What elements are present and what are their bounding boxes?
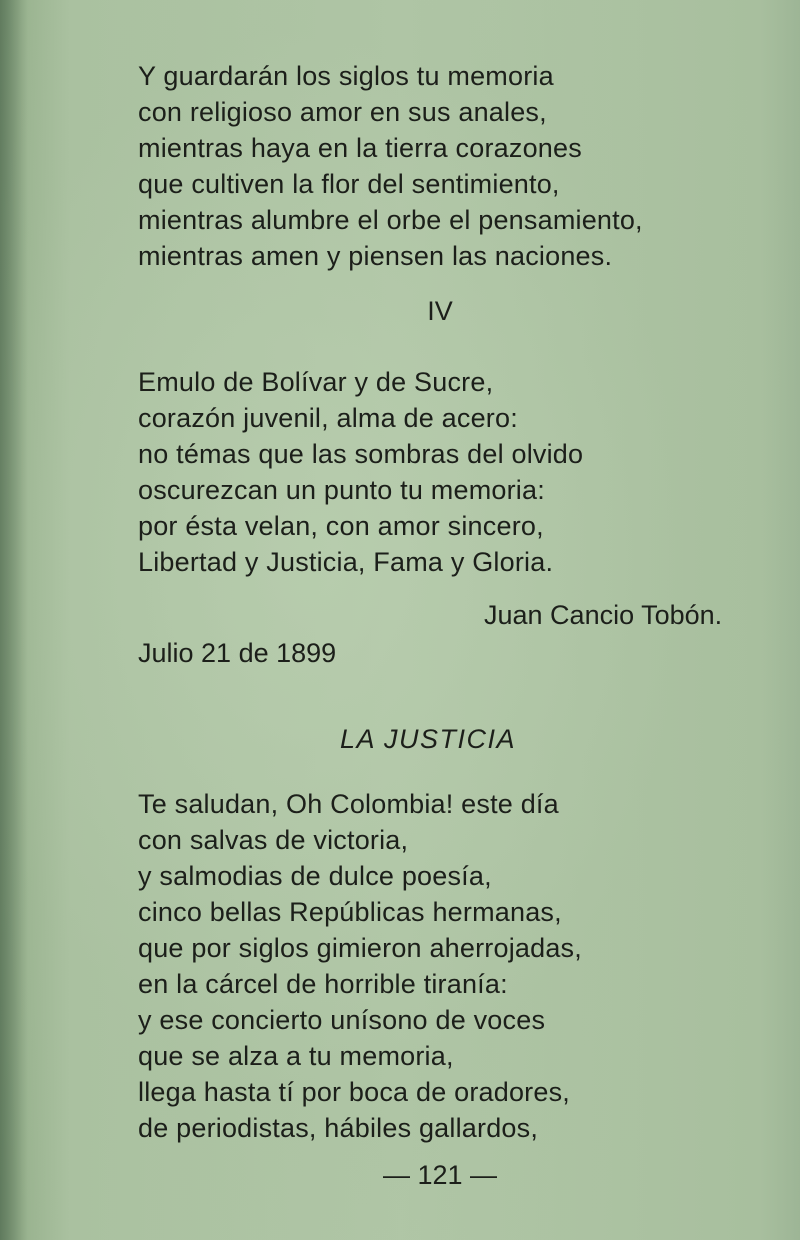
poem-date: Julio 21 de 1899 [138,638,337,668]
verse-line: por ésta velan, con amor sincero, [138,511,544,541]
verse-line: en la cárcel de horrible tiranía: [138,969,508,999]
author-signature: Juan Cancio Tobón. [484,600,723,630]
verse-line: llega hasta tí por boca de oradores, [138,1077,570,1107]
page-number: — 121 — [382,1160,498,1190]
verse-line: Emulo de Bolívar y de Sucre, [138,367,494,397]
verse-line: y ese concierto unísono de voces [138,1005,546,1035]
section-number: IV [427,296,453,326]
verse-line: Libertad y Justicia, Fama y Gloria. [138,547,554,577]
verse-line: mientras alumbre el orbe el pensamiento, [138,205,643,235]
poem-title: LA JUSTICIA [340,724,517,754]
verse-line: cinco bellas Repúblicas hermanas, [138,897,562,927]
verse-line: que por siglos gimieron aherrojadas, [138,933,582,963]
verse-line: que cultiven la flor del sentimiento, [138,169,560,199]
verse-line: y salmodias de dulce poesía, [138,861,492,891]
verse-line: oscurezcan un punto tu memoria: [138,475,545,505]
verse-line: mientras haya en la tierra corazones [138,133,582,163]
verse-line: corazón juvenil, alma de acero: [138,403,518,433]
verse-line: Y guardarán los siglos tu memoria [138,61,554,91]
verse-line: con religioso amor en sus anales, [138,97,547,127]
binding-shadow [0,0,28,1240]
verse-line: no témas que las sombras del olvido [138,439,584,469]
verse-line: de periodistas, hábiles gallardos, [138,1113,539,1143]
verse-line: que se alza a tu memoria, [138,1041,454,1071]
verse-line: con salvas de victoria, [138,825,409,855]
verse-line: Te saludan, Oh Colombia! este día [138,789,559,819]
verse-line: mientras amen y piensen las naciones. [138,241,613,271]
